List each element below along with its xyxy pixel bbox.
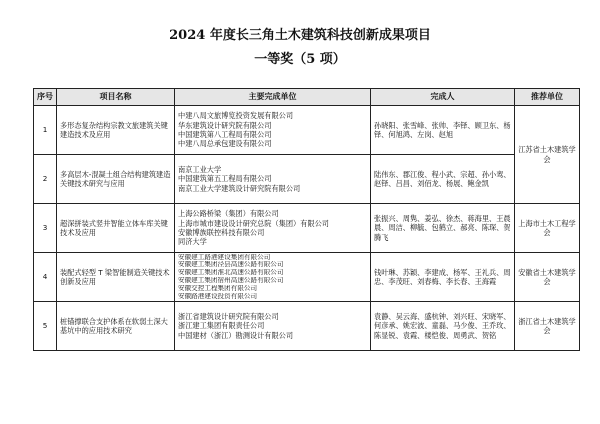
unit-item: 上海公路桥梁（集团）有限公司 — [178, 209, 279, 219]
table-row — [34, 155, 580, 204]
project-name: 多高层木-混凝土组合结构建筑建造关键技术研究与应用 — [57, 155, 175, 204]
unit-item: 安徽建工集团泾县高速公路有限公司 — [178, 261, 284, 269]
unit-item: 安徽交控工程集团有限公司 — [178, 284, 258, 292]
unit-item: 浙江建工集团有限责任公司 — [178, 321, 265, 331]
unit-item: 安徽路港建设投资有限公司 — [178, 292, 258, 300]
project-name: 桩锚撑联合支护体系在软弱土深大基坑中的应用技术研究 — [57, 302, 175, 351]
col-header-recommender: 推荐单位 — [515, 89, 580, 106]
unit-list — [175, 253, 371, 302]
unit-item: 中建八局文旅博览投资发展有限公司 — [178, 111, 294, 121]
col-header-units: 主要完成单位 — [175, 89, 371, 106]
unit-item: 中国建材（浙江）勘测设计有限公司 — [178, 330, 294, 340]
row-number: 5 — [34, 302, 57, 351]
people-list: 陆伟东、郡江俊、程小武、宗超、孙小鸾、赵铎、吕昌、刘佰龙、杨展、鲍金凯 — [371, 155, 515, 204]
recommender: 江苏省土木建筑学会 — [515, 106, 580, 204]
row-number: 2 — [34, 155, 57, 204]
people-list: 张振兴、周隽、姜弘、徐杰、蒋海里、王晨晨、周洁、柳毓、包鹤立、郝亮、陈琛、贺腾飞 — [371, 204, 515, 253]
project-name: 装配式轻型 T 梁智能制造关键技术创新及应用 — [57, 253, 175, 302]
project-name: 多形态复杂结构宗教文旅建筑关键建造技术及应用 — [57, 106, 175, 155]
unit-item: 南京工业大学建筑设计研究院有限公司 — [178, 183, 301, 193]
row-number: 1 — [34, 106, 57, 155]
results-table — [33, 88, 580, 351]
recommender: 浙江省土木建筑学会 — [515, 302, 580, 351]
table-row — [34, 204, 580, 253]
document-title: 2024 年度长三角土木建筑科技创新成果项目 — [169, 28, 431, 43]
col-header-project: 项目名称 — [57, 89, 175, 106]
unit-item: 安徽建工路港建设集团有限公司 — [178, 253, 271, 261]
unit-item: 南京工业大学 — [178, 164, 222, 174]
unit-item: 安徽建工集团淮北高速公路有限公司 — [178, 269, 284, 277]
table-header-row — [34, 89, 580, 106]
unit-item: 安徽建工集团宿州高速公路有限公司 — [178, 277, 284, 284]
unit-item: 上海市城市建设设计研究总院（集团）有限公司 — [178, 218, 329, 228]
unit-item: 浙江省建筑设计研究院有限公司 — [178, 311, 279, 321]
unit-item: 中国建筑第八工程局有限公司 — [178, 130, 272, 139]
unit-item: 同济大学 — [178, 237, 207, 247]
project-name: 超深拼装式竖井智能立体车库关键技术及应用 — [57, 204, 175, 253]
table-row — [34, 302, 580, 351]
recommender: 上海市土木工程学会 — [515, 204, 580, 253]
unit-item: 中国建筑第五工程局有限公司 — [178, 174, 272, 184]
row-number: 3 — [34, 204, 57, 253]
table-row — [34, 253, 580, 302]
unit-list — [175, 204, 371, 253]
people-list: 袁静、吴云海、盛杭钟、刘兴旺、宋晓军、何彦承、姚宏波、童磊、马少俊、王乔玫、陈显锐、袁霞、楼恺俊、周勇武、贺铭 — [371, 302, 515, 351]
people-list: 钱叶琳、苏颖、李建成、杨军、王礼兵、周忠、李茂旺、刘春梅、李长春、王海霞 — [371, 253, 515, 302]
col-header-no: 序号 — [34, 89, 57, 106]
unit-item: 安徽博族联控科技有限公司 — [178, 228, 265, 237]
unit-list — [175, 106, 371, 155]
col-header-people: 完成人 — [371, 89, 515, 106]
table-row — [34, 106, 580, 155]
row-number: 4 — [34, 253, 57, 302]
unit-list — [175, 302, 371, 351]
unit-item: 华东建筑设计研究院有限公司 — [178, 120, 272, 130]
unit-list — [175, 155, 371, 204]
people-list: 孙晓阳、张雪峰、张帅、李铎、顾卫东、杨铎、何旭鸿、左岗、赵旭 — [371, 106, 515, 155]
award-subtitle: 一等奖（5 项） — [254, 52, 346, 67]
recommender: 安徽省土木建筑学会 — [515, 253, 580, 302]
unit-item: 中建八局总承包建设有限公司 — [178, 139, 272, 149]
